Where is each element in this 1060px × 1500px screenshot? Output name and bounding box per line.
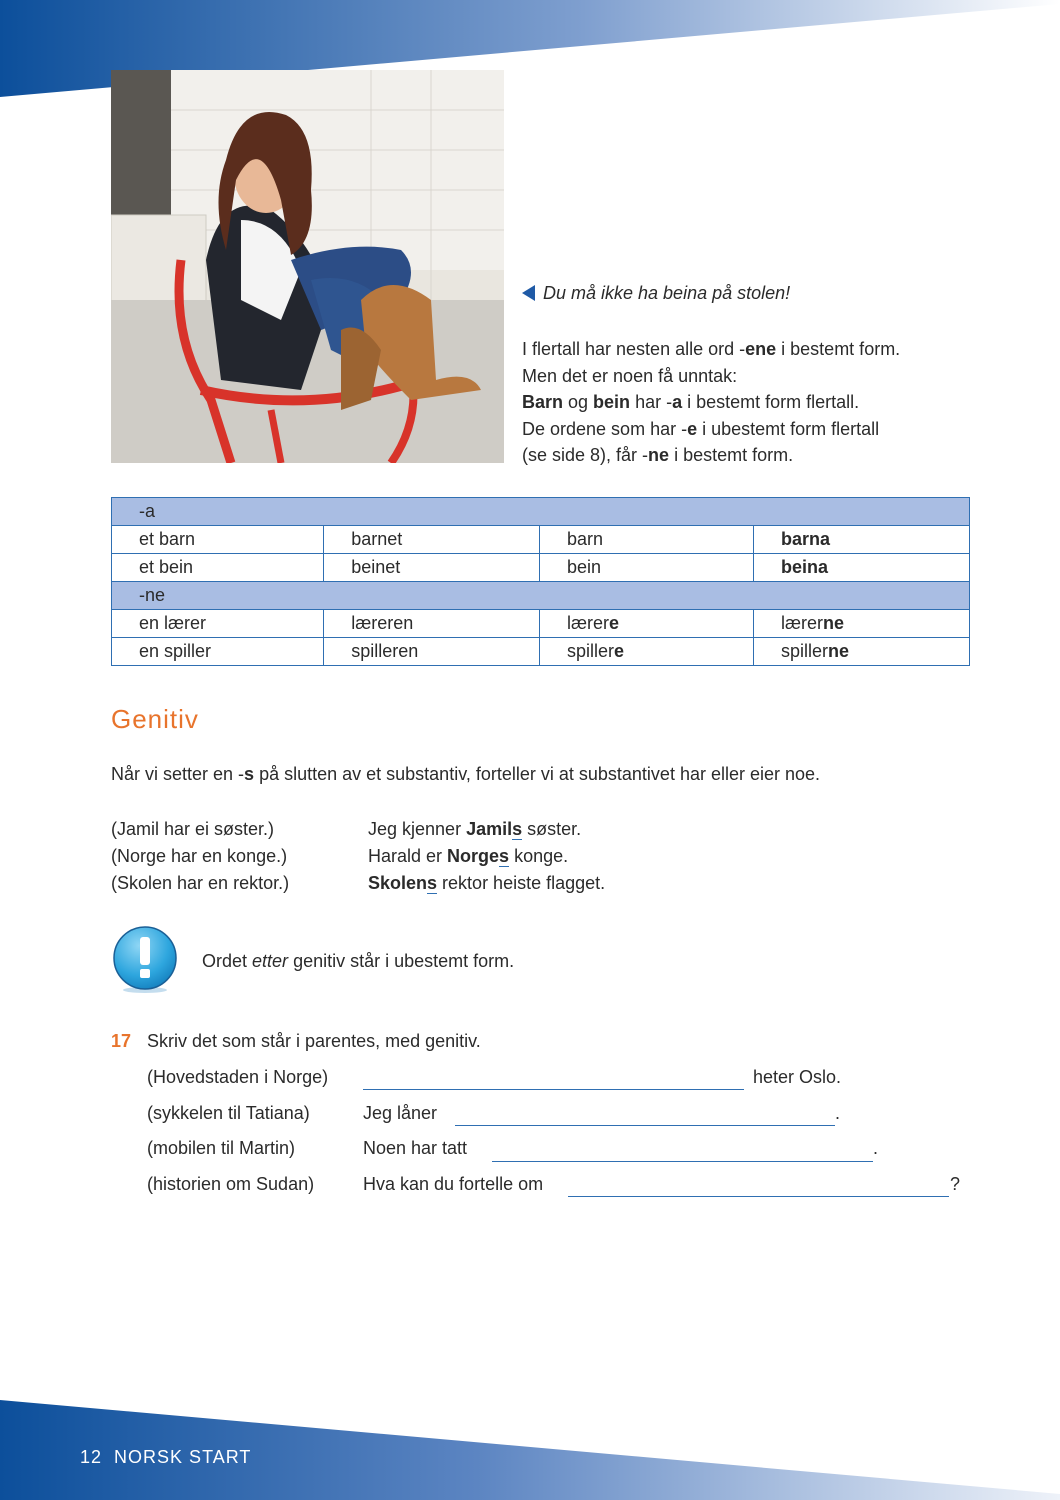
page-footer <box>80 1447 251 1468</box>
left-arrow-icon <box>522 285 535 301</box>
task-sentence-end: heter Oslo. <box>753 1067 842 1087</box>
task-sentence-end: ? <box>950 1174 961 1194</box>
task-sentence-end: . <box>873 1138 879 1158</box>
plural-declension-table <box>111 497 970 666</box>
task-sentence-start: Hva kan du fortelle om <box>363 1174 544 1194</box>
answer-line[interactable] <box>455 1125 835 1126</box>
section-heading: Genitiv <box>111 704 199 734</box>
answer-line[interactable] <box>363 1089 744 1090</box>
answer-line[interactable] <box>492 1161 873 1162</box>
photo-girl-on-red-chair <box>111 70 504 463</box>
note-text: Ordet etter genitiv står i ubestemt form. <box>202 951 515 971</box>
exclamation-icon <box>111 926 179 994</box>
task-hint: (Hovedstaden i Norge) <box>147 1067 329 1087</box>
answer-line[interactable] <box>568 1196 949 1197</box>
task-number: 17 <box>111 1031 132 1051</box>
task-hint: (mobilen til Martin) <box>147 1138 296 1158</box>
task-hint: (historien om Sudan) <box>147 1174 315 1194</box>
table-row: et barn barnet barn barna <box>112 526 970 554</box>
task-hint: (sykkelen til Tatiana) <box>147 1103 310 1123</box>
plural-explanation: I flertall har nesten alle ord -ene i bestemt form. Men det er noen få unntak: Barn og bein har -a i bestemt form flertall. De ordene som har -e i ubestemt form flertall (se side 8), får -ne i bestemt form. <box>522 339 901 465</box>
task-sentence-end: . <box>835 1103 841 1123</box>
photo-caption: Du må ikke ha beina på stolen! <box>522 283 790 304</box>
task-instruction: Skriv det som står i parentes, med genitiv. <box>147 1031 481 1051</box>
book-title: NORSK START <box>114 1447 252 1467</box>
task-sentence-start: Noen har tatt <box>363 1138 468 1158</box>
genitiv-intro: Når vi setter en -s på slutten av et substantiv, forteller vi at substantivet har eller eier noe. <box>111 764 821 784</box>
genitiv-examples-source: (Jamil har ei søster.) (Norge har en konge.) (Skolen har en rektor.) <box>111 819 290 893</box>
table-group-header: -a <box>112 498 970 526</box>
table-row: et bein beinet bein beina <box>112 554 970 582</box>
table-group-header: -ne <box>112 582 970 610</box>
task-sentence-start: Jeg låner <box>363 1103 438 1123</box>
page-number: 12 <box>80 1447 103 1467</box>
genitiv-examples-result: Jeg kjenner Jamils søster. Harald er Norges konge. Skolens rektor heiste flagget. <box>368 819 606 893</box>
table-row: en spiller spilleren spillere spillerne <box>112 638 970 666</box>
table-row: en lærer læreren lærere lærerne <box>112 610 970 638</box>
